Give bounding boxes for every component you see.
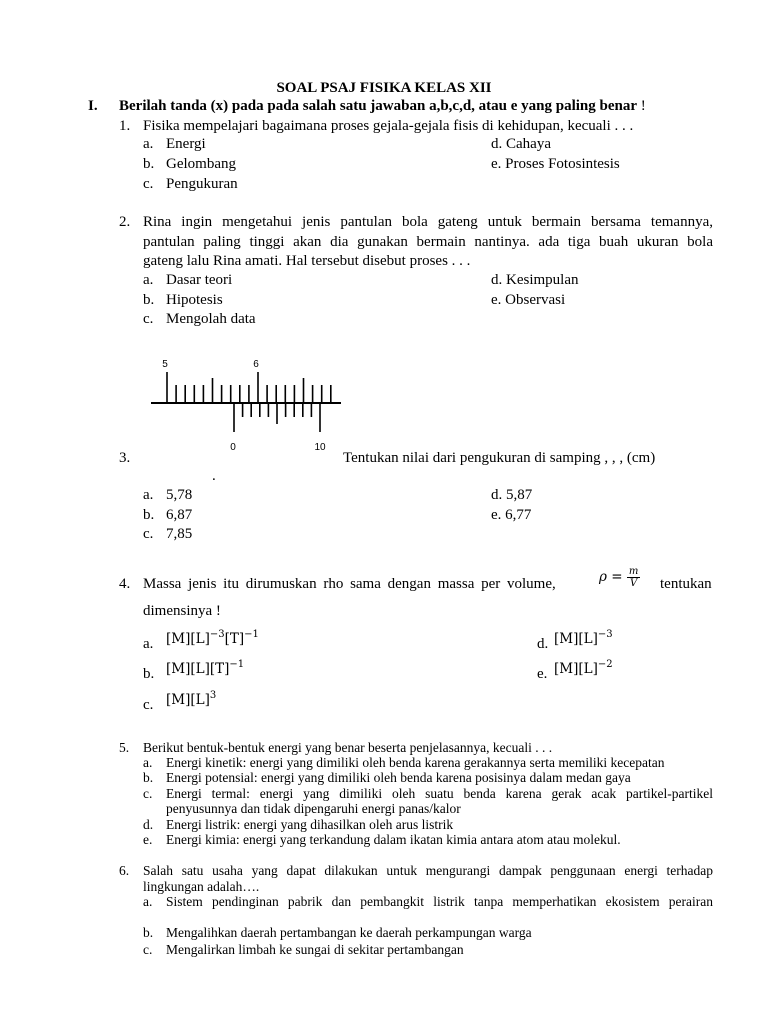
q6-option-a: Sistem pendinginan pabrik dan pembangkit listrik tanpa memperhatikan ekosistem perairan — [166, 894, 713, 909]
section-instruction — [119, 98, 646, 115]
q2-option-e: e. Observasi — [491, 292, 566, 308]
q4-option-d-letter: d. — [537, 636, 549, 652]
q4-option-a-letter: a. — [143, 636, 154, 652]
q4-option-d: $[M][L]^{-3}$ — [554, 629, 613, 647]
q4-option-b: $[M][L][T]^{-1}$ — [166, 659, 245, 677]
main-scale-ticks — [167, 372, 331, 402]
page-title: SOAL PSAJ FISIKA KELAS XII — [276, 80, 492, 96]
q3-text: Tentukan nilai dari pengukuran di samping , , , (cm) — [343, 450, 656, 466]
q6-option-b: Mengalihkan daerah pertambangan ke daerah perkampungan warga — [166, 925, 532, 940]
q2-line-1: Rina ingin mengetahui jenis pantulan bola gateng untuk bermain bersama temannya, — [143, 214, 713, 230]
q3-option-c: 7,85 — [166, 526, 193, 542]
q2-option-b: Hipotesis — [166, 292, 223, 308]
q2-option-b-letter: b. — [143, 292, 155, 308]
q5-option-a-letter: a. — [143, 755, 153, 770]
q5-option-e: Energi kimia: energi yang terkandung dalam ikatan kimia antara atom atau molekul. — [166, 832, 621, 847]
q5-option-c-cont: penyusunnya dan tidak dipengaruhi energi panas/kalor — [166, 801, 461, 816]
q3-option-b: 6,87 — [166, 507, 193, 523]
q4-line-1: Massa jenis itu dirumuskan rho sama dengan massa per volume, — [143, 576, 556, 592]
vernier-scale-label-0: 0 — [230, 442, 236, 453]
q1-option-c: Pengukuran — [166, 176, 238, 192]
q1-option-e: e. Proses Fotosintesis — [491, 156, 620, 172]
q4-line-1-end: tentukan — [660, 576, 712, 592]
q4-number: 4. — [119, 576, 131, 592]
q6-option-c-letter: c. — [143, 942, 153, 957]
q5-text: Berikut bentuk-bentuk energi yang benar beserta penjelasannya, kecuali . . . — [143, 740, 553, 755]
instruction-end: ! — [637, 98, 646, 114]
q4-option-a: $[M][L]^{-3}[T]^{-1}$ — [166, 629, 259, 647]
vernier-caliper-figure — [145, 352, 345, 456]
q4-option-e-letter: e. — [537, 666, 548, 682]
q2-option-c: Mengolah data — [166, 311, 256, 327]
q1-option-b-letter: b. — [143, 156, 155, 172]
q5-option-a: Energi kinetik: energi yang dimiliki oleh benda karena gerakannya serta memiliki kecepatan — [166, 755, 665, 770]
q4-option-e: $[M][L]^{-2}$ — [554, 659, 613, 677]
q4-option-b-letter: b. — [143, 666, 155, 682]
q3-option-c-letter: c. — [143, 526, 154, 542]
q5-option-c-letter: c. — [143, 786, 153, 801]
q2-option-a-letter: a. — [143, 272, 154, 288]
q6-option-c: Mengalirkan limbah ke sungai di sekitar pertambangan — [166, 942, 464, 957]
q3-option-b-letter: b. — [143, 507, 155, 523]
q1-option-a-letter: a. — [143, 136, 154, 152]
q3-option-a-letter: a. — [143, 487, 154, 503]
vernier-scale-ticks — [234, 404, 320, 432]
q3-option-e: e. 6,77 — [491, 507, 532, 523]
q5-option-e-letter: e. — [143, 832, 153, 847]
q5-option-c: Energi termal: energi yang dimiliki oleh suatu benda karena gerak acak partikel-partikel — [166, 786, 713, 801]
q3-option-a: 5,78 — [166, 487, 193, 503]
q5-option-b: Energi potensial: energi yang dimiliki oleh benda karena posisinya dalam medan gaya — [166, 770, 631, 785]
q2-number: 2. — [119, 214, 131, 230]
q4-option-c-letter: c. — [143, 697, 154, 713]
q6-option-b-letter: b. — [143, 925, 154, 940]
q4-line-2: dimensinya ! — [143, 603, 221, 619]
section-number: I. — [88, 98, 98, 114]
q2-option-c-letter: c. — [143, 311, 154, 327]
q5-number: 5. — [119, 740, 130, 755]
q5-option-d: Energi listrik: energi yang dihasilkan oleh arus listrik — [166, 817, 454, 832]
vernier-scale-label-10: 10 — [314, 442, 326, 453]
q5-option-b-letter: b. — [143, 770, 154, 785]
q1-option-a: Energi — [166, 136, 206, 152]
q5-option-d-letter: d. — [143, 817, 154, 832]
q6-line-1: Salah satu usaha yang dapat dilakukan untuk mengurangi dampak penggunaan energi terhadap — [143, 863, 713, 878]
instruction-text: Berilah tanda (x) pada pada salah satu jawaban a,b,c,d, atau e yang paling benar — [119, 98, 638, 114]
q1-option-d: d. Cahaya — [491, 136, 551, 152]
q1-text: Fisika mempelajari bagaimana proses gejala-gejala fisis di kehidupan, kecuali . . . — [143, 118, 634, 134]
q3-option-d: d. 5,87 — [491, 487, 533, 503]
q1-option-c-letter: c. — [143, 176, 154, 192]
q2-line-3: gateng lalu Rina amati. Hal tersebut disebut proses . . . — [143, 253, 471, 269]
q6-number: 6. — [119, 863, 130, 878]
main-scale-label-6: 6 — [253, 359, 259, 370]
q2-option-d: d. Kesimpulan — [491, 272, 579, 288]
q1-option-b: Gelombang — [166, 156, 236, 172]
q1-number: 1. — [119, 118, 131, 134]
q4-option-c: $[M][L]^3$ — [166, 690, 217, 708]
q6-line-2: lingkungan adalah…. — [143, 879, 260, 894]
q2-line-2: pantulan paling tinggi akan dia gunakan bermain nantinya. ada tiga buah ukuran bola — [143, 234, 713, 250]
main-scale-label-5: 5 — [162, 359, 168, 370]
q6-option-a-letter: a. — [143, 894, 153, 909]
q4-formula: ρ = $\frac{m}{V}$ — [599, 566, 639, 589]
q2-option-a: Dasar teori — [166, 272, 233, 288]
q3-dot: . — [212, 468, 216, 484]
q3-number: 3. — [119, 450, 131, 466]
